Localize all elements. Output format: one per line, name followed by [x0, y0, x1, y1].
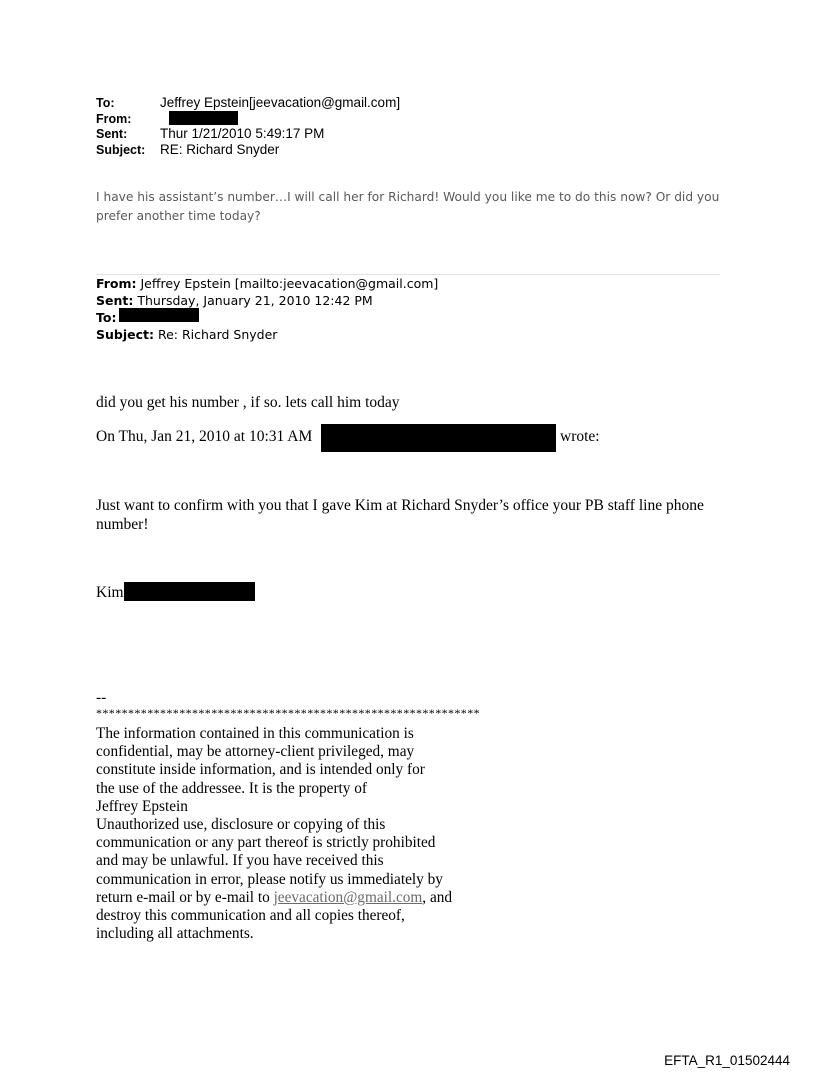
- disclaimer-return-line: [96, 889, 452, 907]
- confirm-message: [96, 496, 736, 534]
- reply-message: [96, 188, 736, 226]
- return-prefix: return e-mail or by e-mail to: [96, 888, 274, 906]
- email-link[interactable]: jeevacation@gmail.com: [273, 888, 423, 906]
- redaction-bar: [169, 111, 238, 125]
- disclaimer-block: [96, 725, 452, 943]
- return-suffix: , and: [422, 888, 453, 906]
- disclaimer-line: Jeffrey Epstein: [96, 797, 188, 815]
- disclaimer-stars: ************************************************************: [96, 706, 480, 720]
- document-id: EFTA_R1_01502444: [664, 1053, 790, 1068]
- disclaimer-line: The information contained in this communication is: [96, 725, 414, 742]
- disclaimer-line: communication or any part thereof is strictly prohibited: [96, 834, 436, 852]
- to-value: Jeffrey Epstein[jeevacation@gmail.com]: [160, 95, 401, 110]
- disclaimer-line: and may be unlawful. If you have received this: [96, 852, 384, 870]
- sent-label: Sent:: [96, 127, 128, 141]
- redaction-bar: [119, 308, 199, 322]
- disclaimer-line: Unauthorized use, disclosure or copying of this: [96, 816, 386, 834]
- on-date-text: On Thu, Jan 21, 2010 at 10:31 AM: [96, 428, 313, 445]
- disclaimer-dashes: --: [96, 689, 107, 706]
- subject-value: RE: Richard Snyder: [160, 142, 280, 157]
- subject-label: Subject:: [96, 143, 146, 157]
- quoted-sent-value: Thursday, January 21, 2010 12:42 PM: [133, 293, 373, 308]
- disclaimer-line: the use of the addressee. It is the property of: [96, 779, 368, 797]
- disclaimer-line: constitute inside information, and is intended only for: [96, 761, 425, 779]
- quoted-body-line: did you get his number , if so. lets call him today: [96, 394, 400, 411]
- sent-value: Thur 1/21/2010 5:49:17 PM: [160, 126, 325, 141]
- quoted-subject-value: Re: Richard Snyder: [154, 327, 278, 342]
- quoted-from-row: [96, 275, 438, 292]
- quoted-sent-label: Sent:: [96, 293, 134, 308]
- disclaimer-line: including all attachments.: [96, 925, 254, 943]
- quoted-from-value: Jeffrey Epstein [mailto:jeevacation@gmail.com]: [136, 276, 439, 291]
- signature-name: Kim: [96, 584, 124, 601]
- disclaimer-line: confidential, may be attorney-client privileged, may: [96, 743, 415, 761]
- disclaimer-line: destroy this communication and all copies thereof,: [96, 907, 405, 925]
- to-label: To:: [96, 96, 115, 110]
- redaction-bar: [321, 424, 556, 452]
- reply-message-line: I have his assistant’s number…I will call her for Richard! Would you like me to do this now? Or did you: [96, 190, 720, 204]
- disclaimer-line: communication in error, please notify us immediately by: [96, 870, 443, 888]
- from-label: From:: [96, 112, 132, 126]
- reply-message-line: prefer another time today?: [96, 209, 261, 223]
- quoted-subject-label: Subject:: [96, 327, 154, 342]
- confirm-line: number!: [96, 516, 149, 533]
- quoted-sent-row: [96, 292, 438, 309]
- confirm-line: Just want to confirm with you that I gave Kim at Richard Snyder’s office your PB staff line phone: [96, 497, 704, 514]
- quoted-from-label: From:: [96, 276, 137, 291]
- quoted-subject-row: [96, 326, 438, 343]
- quoted-to-label: To:: [96, 310, 117, 325]
- redaction-bar: [124, 582, 255, 601]
- wrote-text: wrote:: [560, 428, 600, 445]
